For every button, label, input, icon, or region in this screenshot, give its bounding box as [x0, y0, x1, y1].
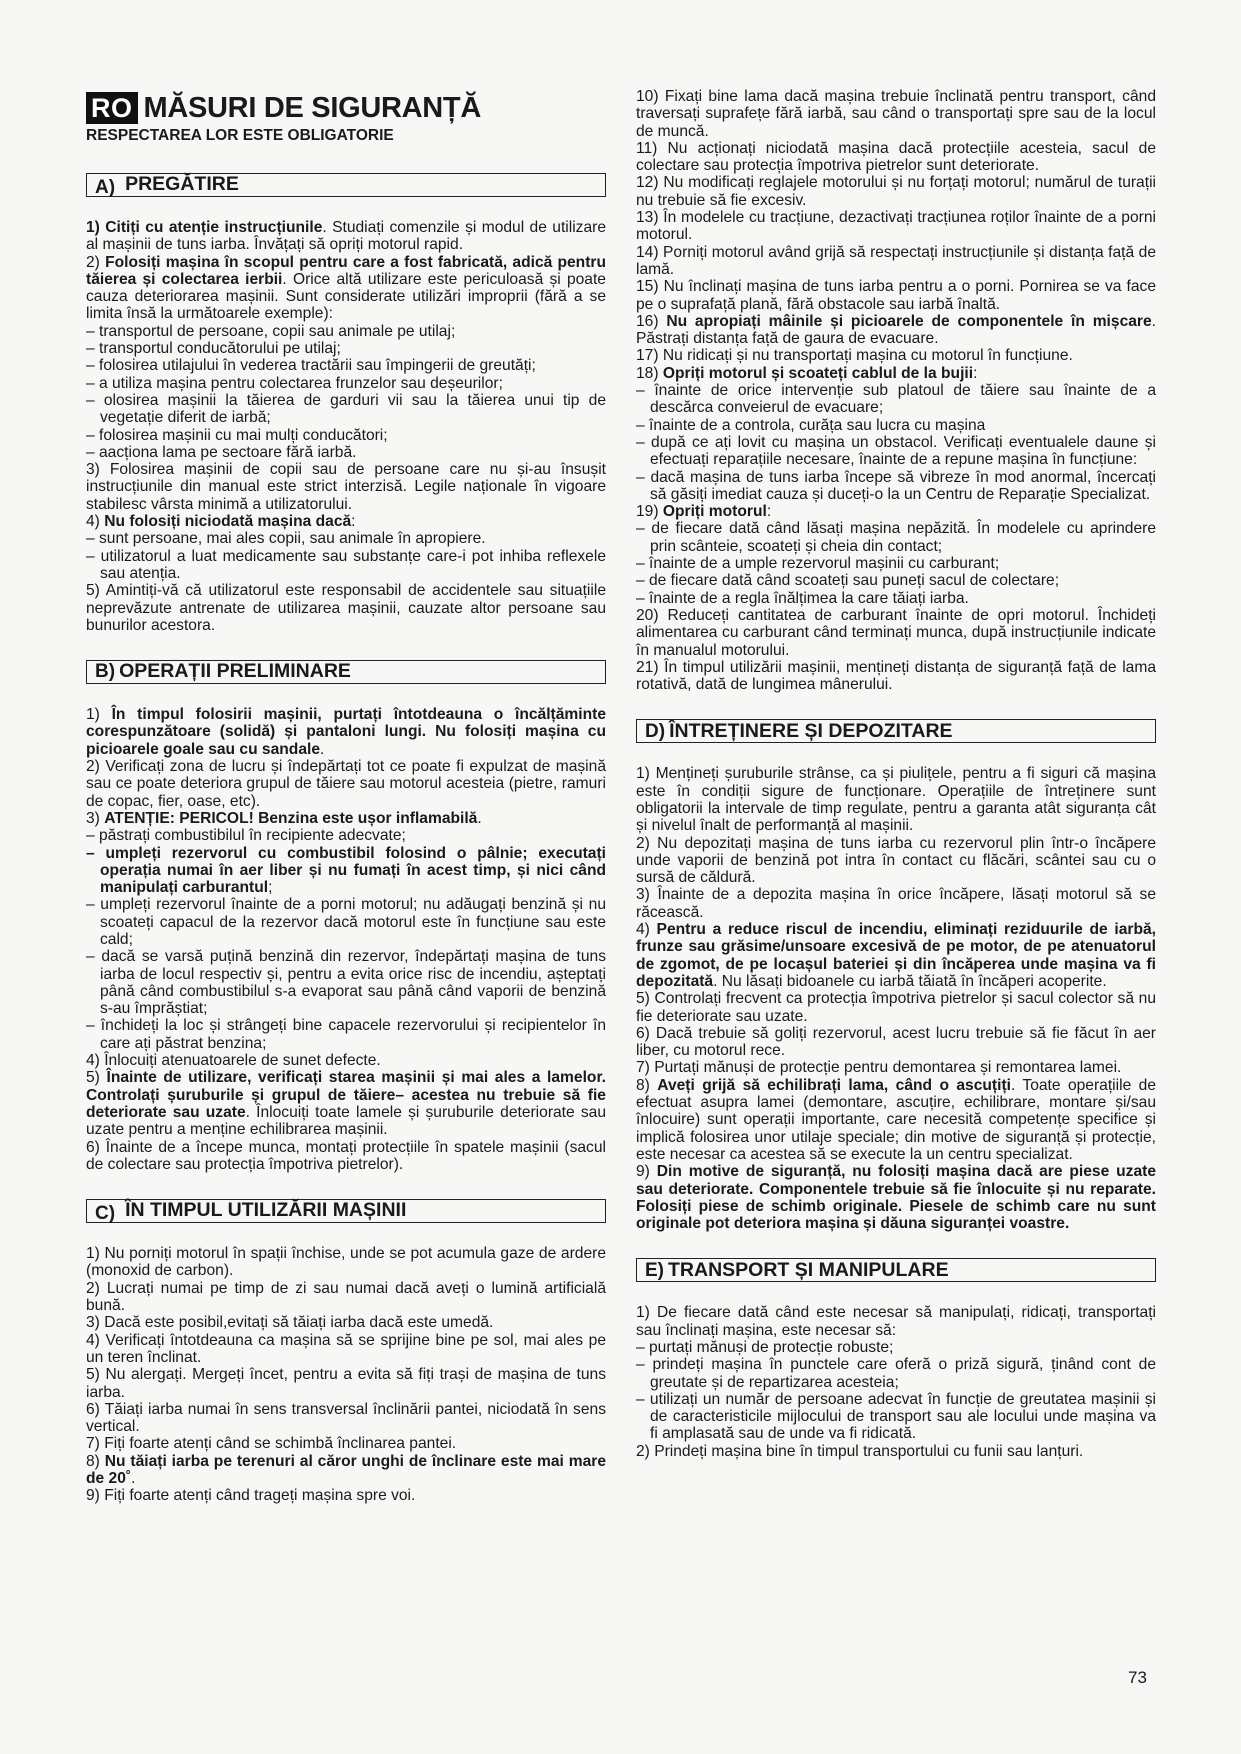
bullet-item: – înainte de a umple rezervorul mașinii cu carburant; [636, 555, 1000, 573]
list-item: 4) Înlocuiți atenuatoarele de sunet defecte. [86, 1052, 381, 1070]
section-d-body [636, 765, 1156, 1232]
section-heading-c [86, 1199, 606, 1223]
bullet-item: – de fiecare dată când lăsați mașina nepăzită. În modelele cu aprindere prin scânteie, scoateți și cheia din contact; [636, 520, 1156, 555]
bullet-item: – umpleți rezervorul cu combustibil folosind o pâlnie; executați operația numai în aer liber și nu fumați în acest timp, și nici când manipulați carburantul; [86, 844, 606, 897]
section-heading-b [86, 660, 606, 684]
section-title: PREGĂTIRE [125, 173, 239, 196]
bullet-item: – umpleți rezervorul înainte de a porni motorul; nu adăugați benzină și nu scoateți capacul de la rezervor dacă motorul este în funcțiune sau este cald; [86, 896, 606, 948]
section-heading-d [636, 719, 1156, 743]
bullet-item: – utilizatorul a luat medicamente sau substanțe care-i pot inhiba reflexele sau atenția. [86, 547, 606, 582]
bullet-item: – după ce ați lovit cu mașina un obstacol. Verificați eventualele daune și efectuați reparațiile necesare, înainte de a repune mașina în funcțiune: [636, 433, 1156, 469]
section-heading-e [636, 1258, 1156, 1282]
bullet-item: – dacă mașina de tuns iarba începe să vibreze în mod anormal, încercați să găsiți imediat cauza și duceți-o la un Centru de Reparație Specializat. [636, 468, 1156, 503]
section-c-body-part1 [86, 1245, 606, 1504]
bullet-item: – a utiliza mașina pentru colectarea frunzelor sau deșeurilor; [86, 374, 503, 392]
list-item: 16) Nu apropiați mâinile și picioarele de componentele în mișcare. Păstrați distanța față de gaura de evacuare. [636, 312, 1156, 348]
page-title: MĂSURI DE SIGURANȚĂ [143, 92, 481, 124]
list-item: 8) Nu tăiați iarba pe terenuri al căror unghi de înclinare este mai mare de 20˚. [86, 1452, 606, 1487]
section-title: OPERAȚII PRELIMINARE [119, 660, 351, 683]
bullet-item: – transportul de persoane, copii sau animale pe utilaj; [86, 322, 456, 340]
list-item: 3) Dacă este posibil,evitați să tăiați iarba dacă este umedă. [86, 1314, 494, 1332]
list-item: 1) În timpul folosirii mașinii, purtați întotdeauna o încălțăminte corespunzătoare (solidă) și pantaloni lungi. Nu folosiți mașina cu picioarele goale sau cu sandale. [86, 706, 606, 758]
list-item: 3) Înainte de a depozita mașina în orice încăpere, lăsați motorul să se răcească. [636, 886, 1156, 921]
list-item: 2) Prindeți mașina bine în timpul transportului cu funii sau lanțuri. [636, 1442, 1084, 1460]
bullet-item: – folosirea utilajului în vederea tractării sau împingerii de greutăți; [86, 357, 536, 375]
section-title: ÎNTREȚINERE ȘI DEPOZITARE [669, 719, 953, 742]
list-item: 13) În modelele cu tracțiune, dezactivați tracțiunea roților înainte de a porni motorul. [636, 209, 1156, 244]
list-item: 17) Nu ridicați și nu transportați mașina cu motorul în funcțiune. [636, 347, 1073, 365]
bullet-item: – prindeți mașina în punctele care oferă o priză sigură, ținând cont de greutate și de repartizarea acesteia; [636, 1356, 1156, 1391]
bullet-item: – aacționa lama pe sectoare fără iarbă. [86, 443, 357, 461]
bullet-item: – păstrați combustibilul în recipiente adecvate; [86, 827, 406, 845]
list-item: 14) Porniți motorul având grijă să respectați instrucțiunile și distanța față de lamă. [636, 243, 1156, 278]
title-row [86, 90, 606, 126]
list-item: 8) Aveți grijă să echilibrați lama, când o ascuțiți. Toate operațiile de efectuat asupra lamei (demontare, ascuțire, echilibrare, montare și/sau înlocuire) sunt operații importante, care necesită competențe specifice și implică folosirea unor utilaje speciale; din motive de siguranță și protecție, este necesar ca acestea să se execute la un centru specializat. [636, 1076, 1156, 1163]
list-item: 1) Nu porniți motorul în spații închise, unde se pot acumula gaze de ardere (monoxid de carbon). [86, 1245, 606, 1280]
list-item: 7) Purtați mănuși de protecție pentru demontarea și remontarea lamei. [636, 1059, 1122, 1077]
page-header [86, 90, 606, 145]
list-item: 11) Nu acționați niciodată mașina dacă protecțiile acesteia, sacul de colectare sau protecția împotriva pietrelor sunt deteriorate. [636, 139, 1156, 175]
section-b-body [86, 706, 606, 1173]
list-item: 4) Pentru a reduce riscul de incendiu, eliminați reziduurile de iarbă, frunze sau grăsime/unsoare excesivă de pe motor, de pe atenuatorul de zgomot, de pe locașul bateriei și din încăperea unde mașina va fi depozitată. Nu lăsați bidoanele cu iarbă tăiată în încăperi acoperite. [636, 921, 1156, 990]
bullet-item: – folosirea mașinii cu mai mulți conducători; [86, 426, 388, 444]
list-item: 6) Înainte de a începe munca, montați protecțiile în spatele mașinii (sacul de colectare sau protecția împotriva pietrelor). [86, 1138, 606, 1173]
list-item: 2) Verificați zona de lucru și îndepărtați tot ce poate fi expulzat de mașină sau ce poate deteriora grupul de tăiere sau motorul acesteia (pietre, ramuri de copac, fier, oase, etc). [86, 758, 606, 810]
list-item: 5) Înainte de utilizare, verificați starea mașinii și mai ales a lamelor. Controlați șuruburile și grupul de tăiere– acestea nu trebuie să fie deteriorate sau uzate. Înlocuiți toate lamele și șuruburile deteriorate sau uzate pentru a menține echilibrarea mașinii. [86, 1069, 606, 1139]
list-item: 4) Verificați întotdeauna ca mașina să se sprijine bine pe sol, mai ales pe un teren înclinat. [86, 1331, 606, 1366]
section-letter: A) [95, 177, 116, 199]
list-item: 1) Mențineți șuruburile strânse, ca și piulițele, pentru a fi siguri că mașina este în condiții sigure de funcționare. Operațiile de întreținere sunt obligatorii la intervale de timp regulate, pentru a garanta atât siguranța cât și nivelul înalt de performanță al mașinii. [636, 765, 1156, 835]
section-letter: B) [95, 661, 116, 683]
section-letter: C) [95, 1203, 116, 1225]
list-item: 7) Fiți foarte atenți când se schimbă înclinarea pantei. [86, 1435, 457, 1453]
bullet-item: – utilizați un număr de persoane adecvat în funcție de greutatea mașinii și de caracteristicile mijlocului de transport sau ale locului unde mașina va fi amplasată sau de unde va fi ridicată. [636, 1390, 1156, 1443]
list-item: 4) Nu folosiți niciodată mașina dacă: [86, 513, 356, 531]
list-item: 2) Nu depozitați mașina de tuns iarba cu rezervorul plin într-o încăpere unde vaporii de benzină pot intra în contact cu flăcări, scântei sau cu o sursă de căldură. [636, 834, 1156, 887]
list-item: 5) Controlați frecvent ca protecția împotriva pietrelor și sacul colector să nu fie deteriorate sau uzate. [636, 990, 1156, 1025]
section-heading-a [86, 173, 606, 197]
section-letter: E) [645, 1259, 664, 1281]
list-item: 1) Citiți cu atenție instrucțiunile. Studiați comenzile și modul de utilizare al mașinii de tuns iarba. Învățați să opriți motorul rapid. [86, 219, 607, 254]
list-item: 10) Fixați bine lama dacă mașina trebuie înclinată pentru transport, când traversați suprafețe fără iarbă, sau când o transportați spre sau de la locul de muncă. [636, 88, 1156, 140]
list-item: 9) Fiți foarte atenți când trageți mașina spre voi. [86, 1487, 416, 1505]
bullet-item: – de fiecare dată când scoateți sau puneți sacul de colectare; [636, 572, 1060, 590]
page-subtitle: RESPECTAREA LOR ESTE OBLIGATORIE [86, 127, 394, 144]
list-item: 18) Opriți motorul și scoateți cablul de la bujii: [636, 364, 978, 382]
bullet-item: – purtați mănuși de protecție robuste; [636, 1339, 894, 1356]
left-column [86, 88, 606, 1505]
list-item: 3) Folosirea mașinii de copii sau de persoane care nu și-au însușit instrucțiunile din manual este strict interzisă. Legile naționale în vigoare stabilesc vârsta minimă a utilizatorului. [86, 461, 606, 513]
list-item: 2) Lucrați numai pe timp de zi sau numai dacă aveți o lumină artificială bună. [86, 1279, 606, 1315]
list-item: 6) Dacă trebuie să goliți rezervorul, acest lucru trebuie să fie făcut în aer liber, cu motorul rece. [636, 1024, 1156, 1060]
bullet-item: – închideți la loc și strângeți bine capacele rezervorului și recipientelor în care ați păstrat benzina; [86, 1017, 606, 1052]
list-item: 9) Din motive de siguranță, nu folosiți mașina dacă are piese uzate sau deteriorate. Componentele trebuie să fie înlocuite și nu reparate. Folosiți piese de schimb originale. Piesele de schimb care nu sunt originale pot deteriora mașina și dăuna siguranței voastre. [636, 1163, 1157, 1233]
section-e-body [636, 1304, 1156, 1460]
page-number: 73 [1128, 1668, 1147, 1687]
list-item: 1) De fiecare dată când este necesar să manipulați, ridicați, transportați sau înclinați mașina, este necesar să: [636, 1304, 1156, 1339]
bullet-item: – înainte de a controla, curăța sau lucra cu mașina [636, 416, 986, 434]
bullet-item: – sunt persoane, mai ales copii, sau animale în apropiere. [86, 530, 486, 548]
bullet-item: – olosirea mașinii la tăierea de garduri vii sau la tăierea unui tip de vegetație diferit de iarbă; [86, 391, 606, 427]
list-item: 20) Reduceți cantitatea de carburant înainte de opri motorul. Închideți alimentarea cu carburant când terminați munca, după instrucțiunile indicate în manualul motorului. [636, 606, 1156, 659]
bullet-item: – înainte de orice intervenție sub platoul de tăiere sau înainte de a descărca conveierul de evacuare; [636, 382, 1156, 417]
bullet-item: – înainte de a regla înălțimea la care tăiați iarba. [636, 589, 969, 607]
list-item: 5) Nu alergați. Mergeți încet, pentru a evita să fiți trași de mașina de tuns iarba. [86, 1366, 606, 1401]
list-item: 5) Amintiți-vă că utilizatorul este responsabil de accidentele sau situațiile neprevăzute antrenate de utilizarea mașinii, cauzate altor persoane sau bunurilor acestora. [86, 582, 606, 634]
right-column [636, 88, 1156, 1460]
list-item: 2) Folosiți mașina în scopul pentru care a fost fabricată, adică pentru tăierea și colectarea ierbii. Orice altă utilizare este periculoasă și poate cauza deteriorarea mașinii. Sunt considerate utilizări improprii (fără a se limita însă la următoarele exemple): [86, 253, 606, 323]
list-item: 21) În timpul utilizării mașinii, mențineți distanța de siguranță față de lama rotativă, dată de lungimea mânerului. [636, 658, 1156, 694]
section-title: TRANSPORT ȘI MANIPULARE [668, 1258, 949, 1281]
section-letter: D) [645, 720, 666, 742]
list-item: 6) Tăiați iarba numai în sens transversal înclinării pantei, niciodată în sens vertical. [86, 1400, 606, 1436]
bullet-item: – dacă se varsă puțină benzină din rezervor, îndepărtați mașina de tuns iarba de locul respectiv și, pentru a evita orice risc de incendiu, așteptați până când combustibilul s-a evaporat sau până când vaporii de benzină s-au împrăștiat; [86, 948, 606, 1018]
language-badge: RO [86, 92, 138, 124]
section-c-body-part2 [636, 88, 1156, 693]
section-a-body [86, 219, 606, 634]
list-item: 19) Opriți motorul: [636, 503, 772, 521]
list-item: 12) Nu modificați reglajele motorului și nu forțați motorul; numărul de turații nu trebuie să fie excesiv. [636, 174, 1156, 209]
section-title: ÎN TIMPUL UTILIZĂRII MAȘINII [125, 1199, 407, 1222]
list-item: 3) ATENȚIE: PERICOL! Benzina este ușor inflamabilă. [86, 809, 482, 827]
bullet-item: – transportul conducătorului pe utilaj; [86, 340, 341, 358]
list-item: 15) Nu înclinați mașina de tuns iarba pentru a o porni. Pornirea se va face pe o suprafață plană, fără obstacole sau iarbă înaltă. [636, 278, 1156, 313]
